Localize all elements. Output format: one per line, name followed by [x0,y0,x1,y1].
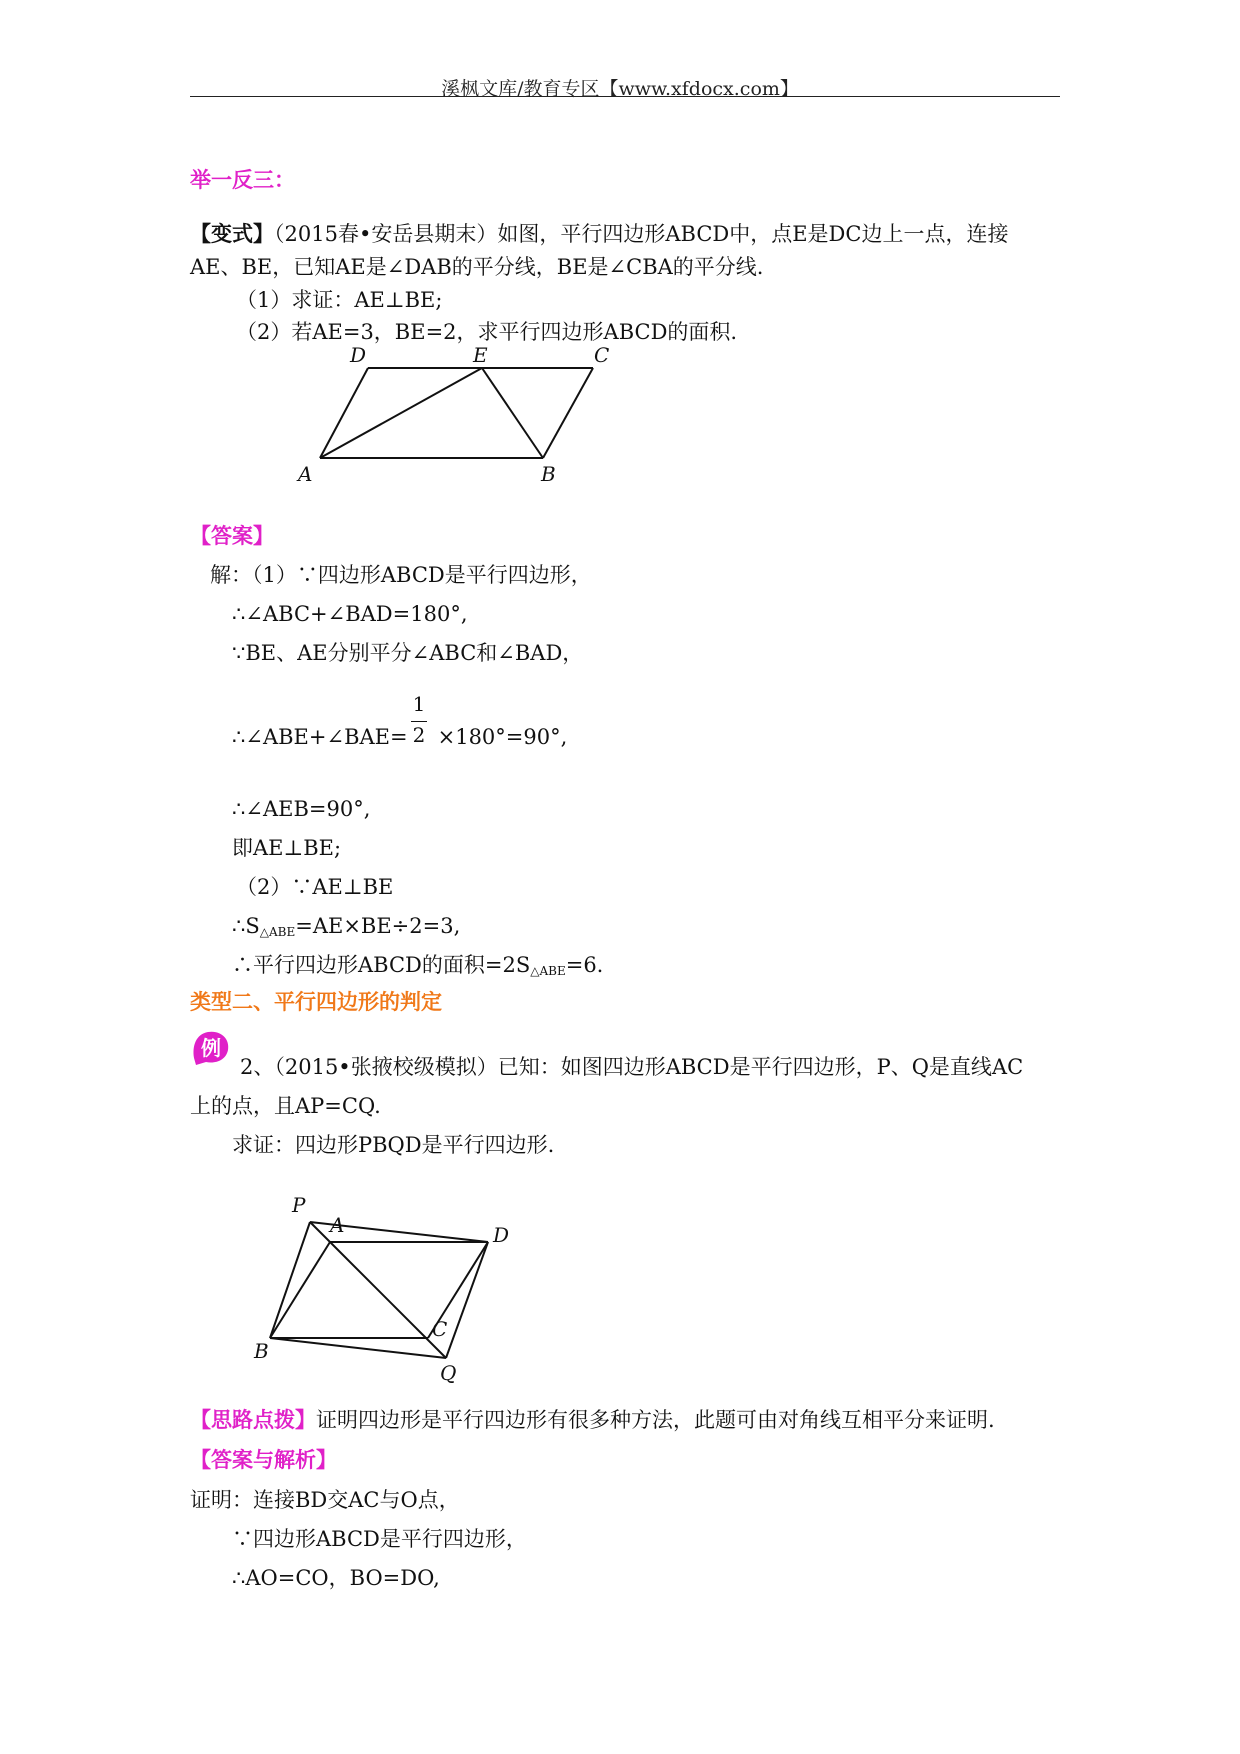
answer-line-9-sub: △ABE [530,964,566,978]
variant-line-1 [190,220,1008,248]
label-c2: C [432,1317,448,1341]
answer-line-3: ∵BE、AE分别平分∠ABC和∠BAD， [232,641,584,665]
variant-question-1: （1）求证：AE⊥BE; [236,288,443,312]
answer-line-9-a: ∴平行四边形ABCD的面积=2S [232,953,531,977]
answer-line-7: （2）∵AE⊥BE [236,875,394,899]
variant-line-2: AE、BE，已知AE是∠DAB的平分线，BE是∠CBA的平分线. [190,255,764,279]
segment-pb [270,1222,310,1338]
answer-line-8-sub: △ABE [259,925,296,939]
header-divider [190,96,1060,97]
answer-line-2: ∴∠ABC+∠BAD=180°, [232,602,468,626]
practice-heading: 举一反三： [190,168,295,192]
answer-line-8 [232,912,460,946]
fraction-bar [411,721,427,722]
label-p: P [292,1193,306,1217]
variant-text-1: （2015春•安岳县期末）如图，平行四边形ABCD中，点E是DC边上一点，连接 [274,222,1009,246]
example-line-2: 上的点，且AP=CQ. [190,1094,381,1118]
hint-text: 证明四边形是平行四边形有很多种方法，此题可由对角线互相平分来证明. [316,1408,995,1432]
label-a: A [298,462,313,486]
variant-tag: 【变式】 [190,221,274,246]
page-header: 溪枫文库/教育专区【www.xfdocx.com】 [441,78,799,100]
answer-line-4 [232,723,567,751]
answer-line-8-a: ∴S [232,914,260,938]
label-e: E [473,343,488,367]
label-c: C [594,343,610,367]
answer-line-6: 即AE⊥BE; [232,836,342,860]
analysis-line-1: 证明：连接BD交AC与O点， [190,1488,460,1512]
label-b: B [541,462,556,486]
variant-question-2: （2）若AE=3，BE=2，求平行四边形ABCD的面积. [236,320,738,344]
fraction-numerator: 1 [412,692,426,716]
label-a2: A [330,1213,345,1237]
answer-line-4-pre: ∴∠ABE+∠BAE= [232,725,408,749]
segment-eb [482,368,543,458]
answer-line-4-post: ×180°=90°, [437,725,568,749]
answer-line-9 [232,951,603,985]
figure-parallelogram-abcd [290,340,630,490]
segment-cb [543,368,593,458]
answer-line-8-b: =AE×BE÷2=3, [295,914,461,938]
label-b2: B [254,1339,269,1363]
example-badge-text: 例 [201,1036,221,1060]
analysis-line-2: ∵四边形ABCD是平行四边形， [232,1527,527,1551]
figure-parallelogram-pbqd [250,1190,530,1390]
example-badge-icon [190,1028,232,1066]
label-d: D [350,343,367,367]
answer-line-9-b: =6. [565,953,604,977]
answer-tag: 【答案】 [190,524,274,548]
fraction-denominator: 2 [412,723,426,747]
segment-bq [270,1338,446,1358]
label-d2: D [493,1223,510,1247]
hint-line [190,1406,995,1434]
answer-line-1: 解：（1）∵四边形ABCD是平行四边形， [210,563,592,587]
example-line-1: 2、（2015•张掖校级模拟）已知：如图四边形ABCD是平行四边形，P、Q是直线AC [240,1055,1024,1079]
example-line-3: 求证：四边形PBQD是平行四边形. [232,1133,555,1157]
type2-heading: 类型二、平行四边形的判定 [190,990,442,1014]
segment-ab2 [270,1242,330,1338]
hint-tag: 【思路点拨】 [190,1408,316,1432]
label-q: Q [440,1361,457,1385]
analysis-line-3: ∴AO=CO，BO=DO, [232,1566,440,1590]
answer-line-5: ∴∠AEB=90°, [232,797,371,821]
analysis-tag: 【答案与解析】 [190,1448,337,1472]
